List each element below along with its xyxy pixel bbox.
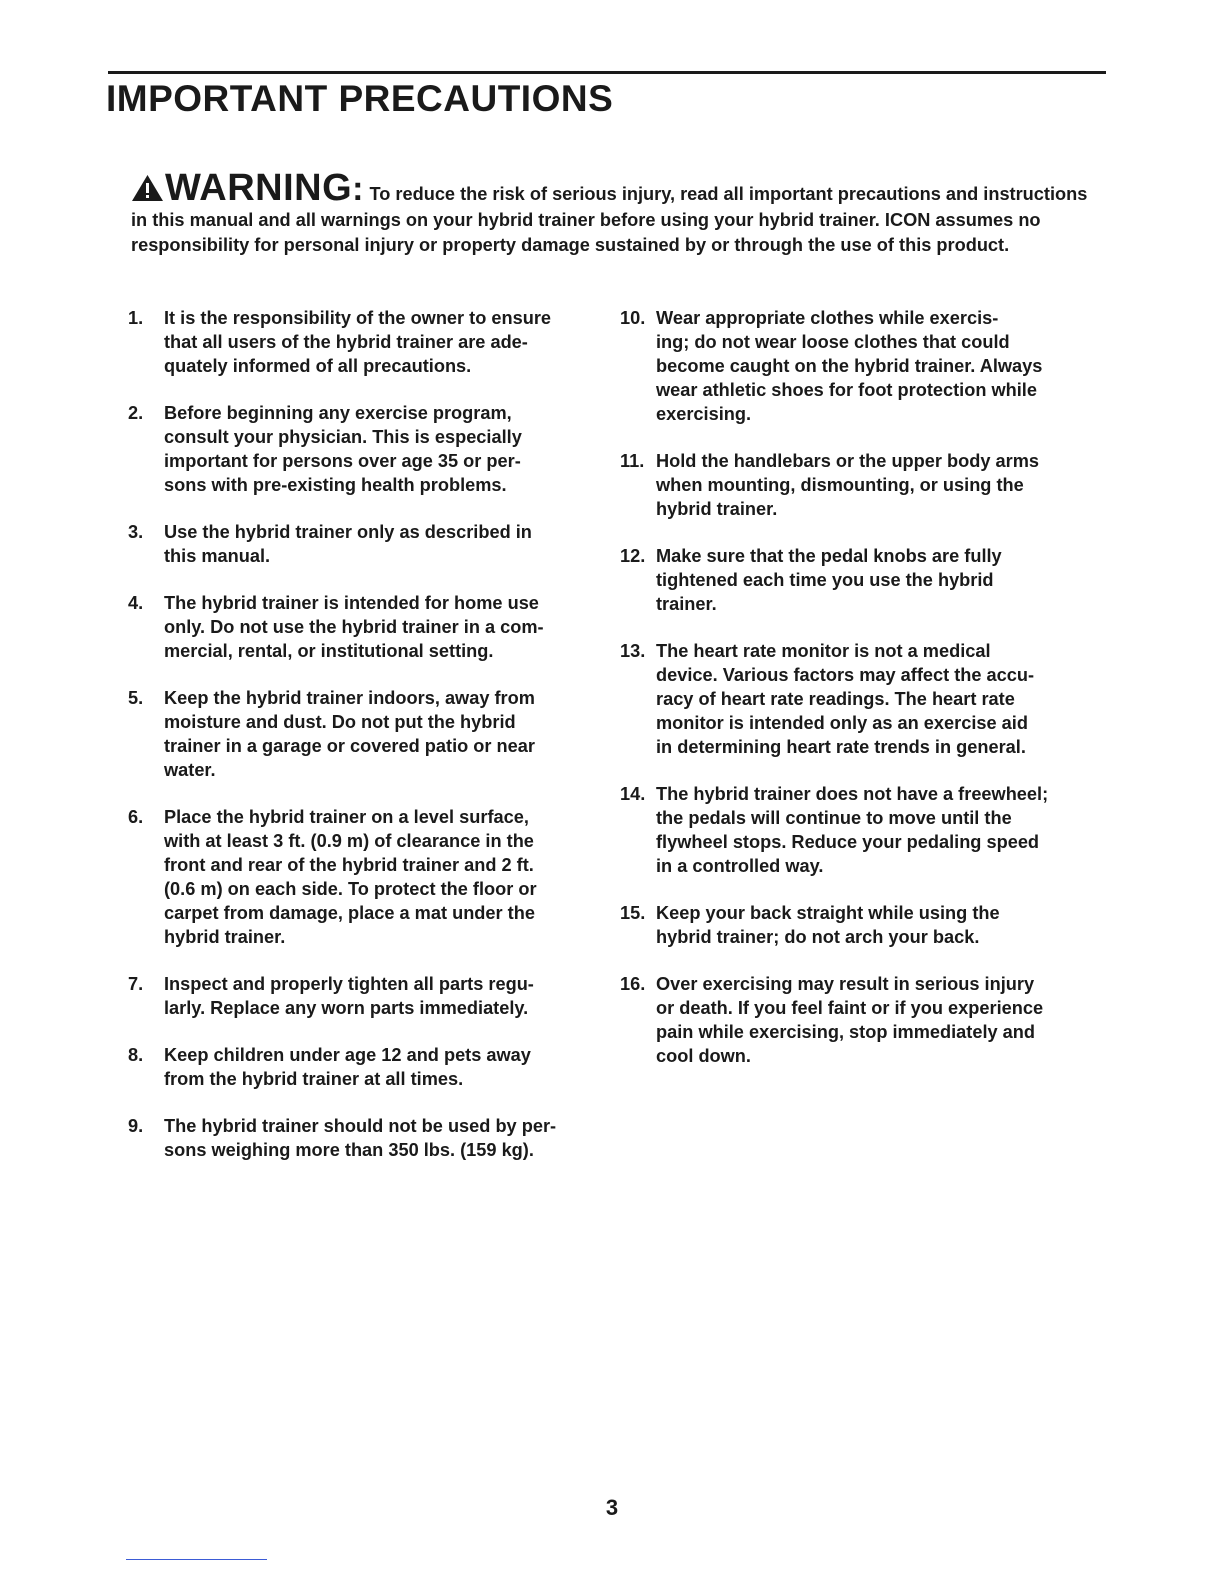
precautions-right-column (620, 306, 1095, 1091)
precaution-item (620, 449, 1095, 521)
precaution-line: Hold the handlebars or the upper body arms (656, 451, 1040, 471)
precaution-item (128, 306, 598, 378)
precaution-number: 1. (128, 308, 144, 328)
precaution-item (128, 401, 598, 497)
precaution-line: in determining heart rate trends in general. (656, 737, 1026, 757)
precaution-line: The hybrid trainer does not have a freewheel; (656, 784, 1049, 804)
precaution-line: hybrid trainer; do not arch your back. (656, 927, 980, 947)
precaution-line: Before beginning any exercise program, (164, 403, 512, 423)
precaution-item (620, 544, 1095, 616)
precaution-item (128, 805, 598, 949)
precaution-number: 7. (128, 974, 144, 994)
precaution-item (128, 591, 598, 663)
precaution-line: Make sure that the pedal knobs are fully (656, 546, 1002, 566)
precaution-line: racy of heart rate readings. The heart rate (656, 689, 1015, 709)
precaution-item (620, 972, 1095, 1068)
precaution-line: Over exercising may result in serious injury (656, 974, 1035, 994)
precaution-line: hybrid trainer. (164, 927, 286, 947)
precaution-number: 14. (620, 784, 646, 804)
precaution-item (128, 1114, 598, 1162)
precaution-line: Inspect and properly tighten all parts regu- (164, 974, 534, 994)
precaution-number: 12. (620, 546, 646, 566)
precaution-line: Keep children under age 12 and pets away (164, 1045, 531, 1065)
precaution-line: cool down. (656, 1046, 751, 1066)
precaution-item (620, 639, 1095, 759)
precaution-number: 2. (128, 403, 144, 423)
precaution-line: wear athletic shoes for foot protection while (656, 380, 1037, 400)
precaution-line: device. Various factors may affect the accu- (656, 665, 1035, 685)
precaution-line: Use the hybrid trainer only as described in (164, 522, 532, 542)
precaution-item (128, 972, 598, 1020)
precaution-number: 5. (128, 688, 144, 708)
precaution-line: The hybrid trainer is intended for home use (164, 593, 539, 613)
precaution-line: from the hybrid trainer at all times. (164, 1069, 464, 1089)
precaution-line: sons with pre-existing health problems. (164, 475, 507, 495)
precautions-left-column (128, 306, 598, 1185)
precaution-line: that all users of the hybrid trainer are ade- (164, 332, 528, 352)
precaution-line: Place the hybrid trainer on a level surface, (164, 807, 529, 827)
precaution-item (128, 686, 598, 782)
precaution-number: 3. (128, 522, 144, 542)
precaution-line: Keep the hybrid trainer indoors, away from (164, 688, 535, 708)
precaution-line: important for persons over age 35 or per- (164, 451, 521, 471)
precaution-line: The heart rate monitor is not a medical (656, 641, 991, 661)
precaution-line: (0.6 m) on each side. To protect the floor or (164, 879, 537, 899)
precaution-item (620, 306, 1095, 426)
precaution-line: only. Do not use the hybrid trainer in a com- (164, 617, 544, 637)
warning-block (131, 168, 1091, 257)
warning-text: To reduce the risk of serious injury, read all important precautions and instructions in this manual and all warnings on your hybrid trainer before using your hybrid trainer. ICON assumes no responsibility for personal injury or property damage sustained by or through the use of this product. (131, 184, 1088, 255)
precaution-number: 6. (128, 807, 144, 827)
precaution-number: 15. (620, 903, 646, 923)
precaution-line: or death. If you feel faint or if you experience (656, 998, 1044, 1018)
precaution-line: ing; do not wear loose clothes that could (656, 332, 1010, 352)
precaution-line: become caught on the hybrid trainer. Always (656, 356, 1043, 376)
precaution-line: consult your physician. This is especially (164, 427, 522, 447)
precaution-line: trainer in a garage or covered patio or near (164, 736, 535, 756)
precaution-item (128, 1043, 598, 1091)
precaution-line: larly. Replace any worn parts immediately. (164, 998, 529, 1018)
precaution-line: quately informed of all precautions. (164, 356, 472, 376)
precaution-line: flywheel stops. Reduce your pedaling speed (656, 832, 1040, 852)
precaution-line: tightened each time you use the hybrid (656, 570, 994, 590)
precaution-line: Keep your back straight while using the (656, 903, 1000, 923)
precaution-line: sons weighing more than 350 lbs. (159 kg). (164, 1140, 534, 1160)
page-title: IMPORTANT PRECAUTIONS (106, 78, 614, 119)
precaution-line: carpet from damage, place a mat under the (164, 903, 535, 923)
precaution-line: with at least 3 ft. (0.9 m) of clearance in the (164, 831, 534, 851)
warning-triangle-icon (131, 174, 164, 202)
precaution-number: 13. (620, 641, 646, 661)
precaution-line: water. (164, 760, 216, 780)
precaution-line: front and rear of the hybrid trainer and 2 ft. (164, 855, 534, 875)
precaution-line: It is the responsibility of the owner to ensure (164, 308, 552, 328)
precaution-line: mercial, rental, or institutional setting. (164, 641, 494, 661)
precaution-number: 11. (620, 451, 645, 471)
precaution-item (620, 782, 1095, 878)
warning-word: WARNING (165, 167, 353, 209)
precaution-item (620, 901, 1095, 949)
precaution-line: pain while exercising, stop immediately and (656, 1022, 1036, 1042)
precaution-line: moisture and dust. Do not put the hybrid (164, 712, 516, 732)
precaution-item (128, 520, 598, 568)
precaution-line: when mounting, dismounting, or using the (656, 475, 1024, 495)
precaution-line: this manual. (164, 546, 271, 566)
bottom-link-underline (126, 1559, 267, 1560)
precaution-line: Wear appropriate clothes while exercis- (656, 308, 999, 328)
warning-colon: : (352, 170, 364, 208)
precaution-line: in a controlled way. (656, 856, 824, 876)
precaution-line: exercising. (656, 404, 752, 424)
precaution-number: 8. (128, 1045, 144, 1065)
precaution-number: 4. (128, 593, 144, 613)
page-number: 3 (605, 1495, 619, 1520)
precaution-line: hybrid trainer. (656, 499, 778, 519)
precaution-line: trainer. (656, 594, 717, 614)
precaution-number: 16. (620, 974, 646, 994)
title-rule (108, 71, 1106, 74)
precaution-line: the pedals will continue to move until the (656, 808, 1012, 828)
precaution-line: The hybrid trainer should not be used by per- (164, 1116, 557, 1136)
precaution-line: monitor is intended only as an exercise aid (656, 713, 1028, 733)
precaution-number: 10. (620, 308, 646, 328)
precaution-number: 9. (128, 1116, 144, 1136)
